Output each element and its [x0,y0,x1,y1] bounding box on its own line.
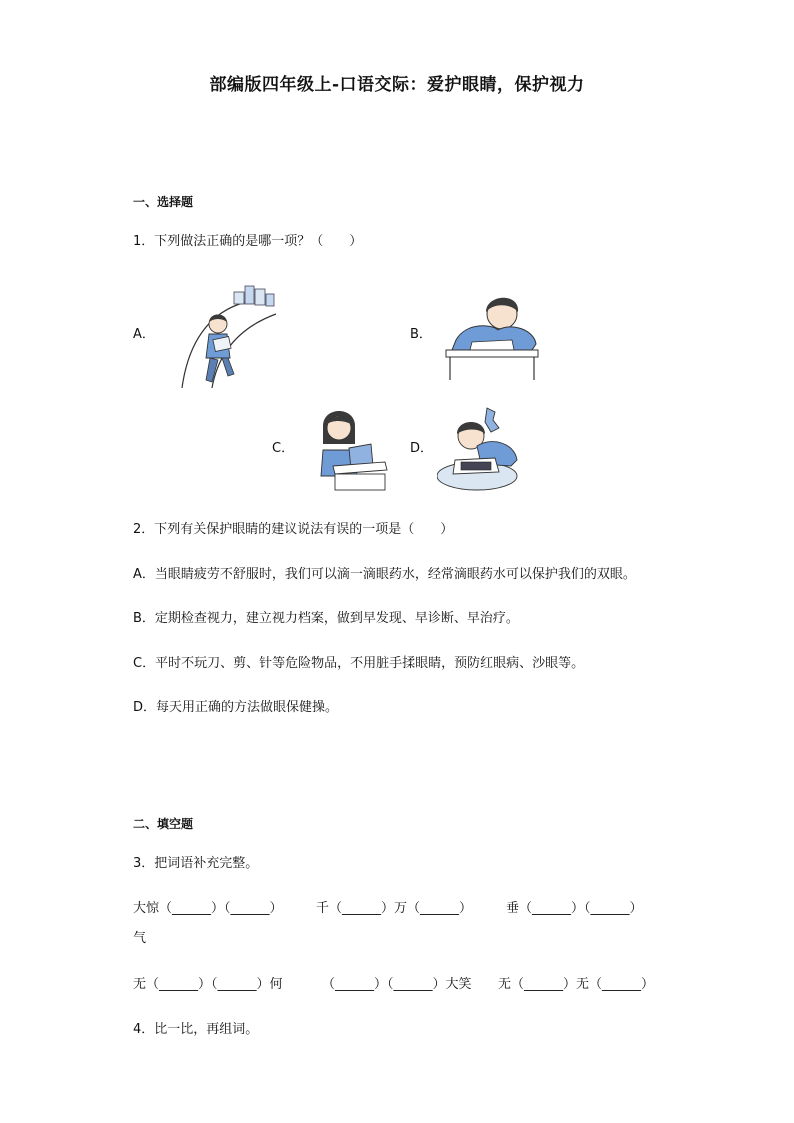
question-3-stem: 3．把词语补充完整。 [133,856,259,871]
question-4-stem: 4．比一比，再组词。 [133,1022,259,1037]
question-1-stem: 1．下列做法正确的是哪一项？（ ） [133,234,363,249]
q3-blank-item[interactable]: 无（______）（______）何 [133,977,283,992]
boy-lying-down-using-tablet-illustration [437,406,521,492]
q1-option-a-label[interactable]: A． [133,327,155,342]
q1-option-d-label[interactable]: D． [410,441,434,456]
q3-blank-item[interactable]: （______）（______）大笑 [322,977,472,992]
boy-reading-while-walking-illustration [178,284,280,388]
q3-blank-item[interactable]: 垂（______）（______） [506,901,643,916]
q3-wrapped-char: 气 [133,931,147,946]
boy-lying-on-desk-illustration [442,290,542,382]
q1-option-b-label[interactable]: B． [410,327,432,342]
q2-option-a[interactable]: A．当眼睛疲劳不舒服时，我们可以滴一滴眼药水，经常滴眼药水可以保护我们的双眼。 [133,567,636,582]
q1-option-c-label[interactable]: C． [272,441,295,456]
q3-blank-item[interactable]: 大惊（______）（______） [133,901,283,916]
question-2-stem: 2．下列有关保护眼睛的建议说法有误的一项是（ ） [133,522,454,537]
q2-option-c[interactable]: C．平时不玩刀、剪、针等危险物品，不用脏手揉眼睛，预防红眼病、沙眼等。 [133,656,585,671]
q1-option-d-image [437,406,521,492]
q2-option-d[interactable]: D．每天用正确的方法做眼保健操。 [133,700,339,715]
q3-blank-item[interactable]: 无（______）无（______） [498,977,655,992]
girl-reading-close-at-desk-illustration [313,404,389,492]
section-heading-fill-in: 二、填空题 [133,817,194,831]
q1-option-b-image [442,290,542,382]
page-title: 部编版四年级上-口语交际：爱护眼睛，保护视力 [209,75,585,95]
section-heading-choice: 一、选择题 [133,195,194,209]
q3-blank-item[interactable]: 千（______）万（______） [316,901,473,916]
q2-option-b[interactable]: B．定期检查视力，建立视力档案，做到早发现、早诊断、早治疗。 [133,611,519,626]
q1-option-c-image [313,404,389,492]
q1-option-a-image [178,284,280,388]
